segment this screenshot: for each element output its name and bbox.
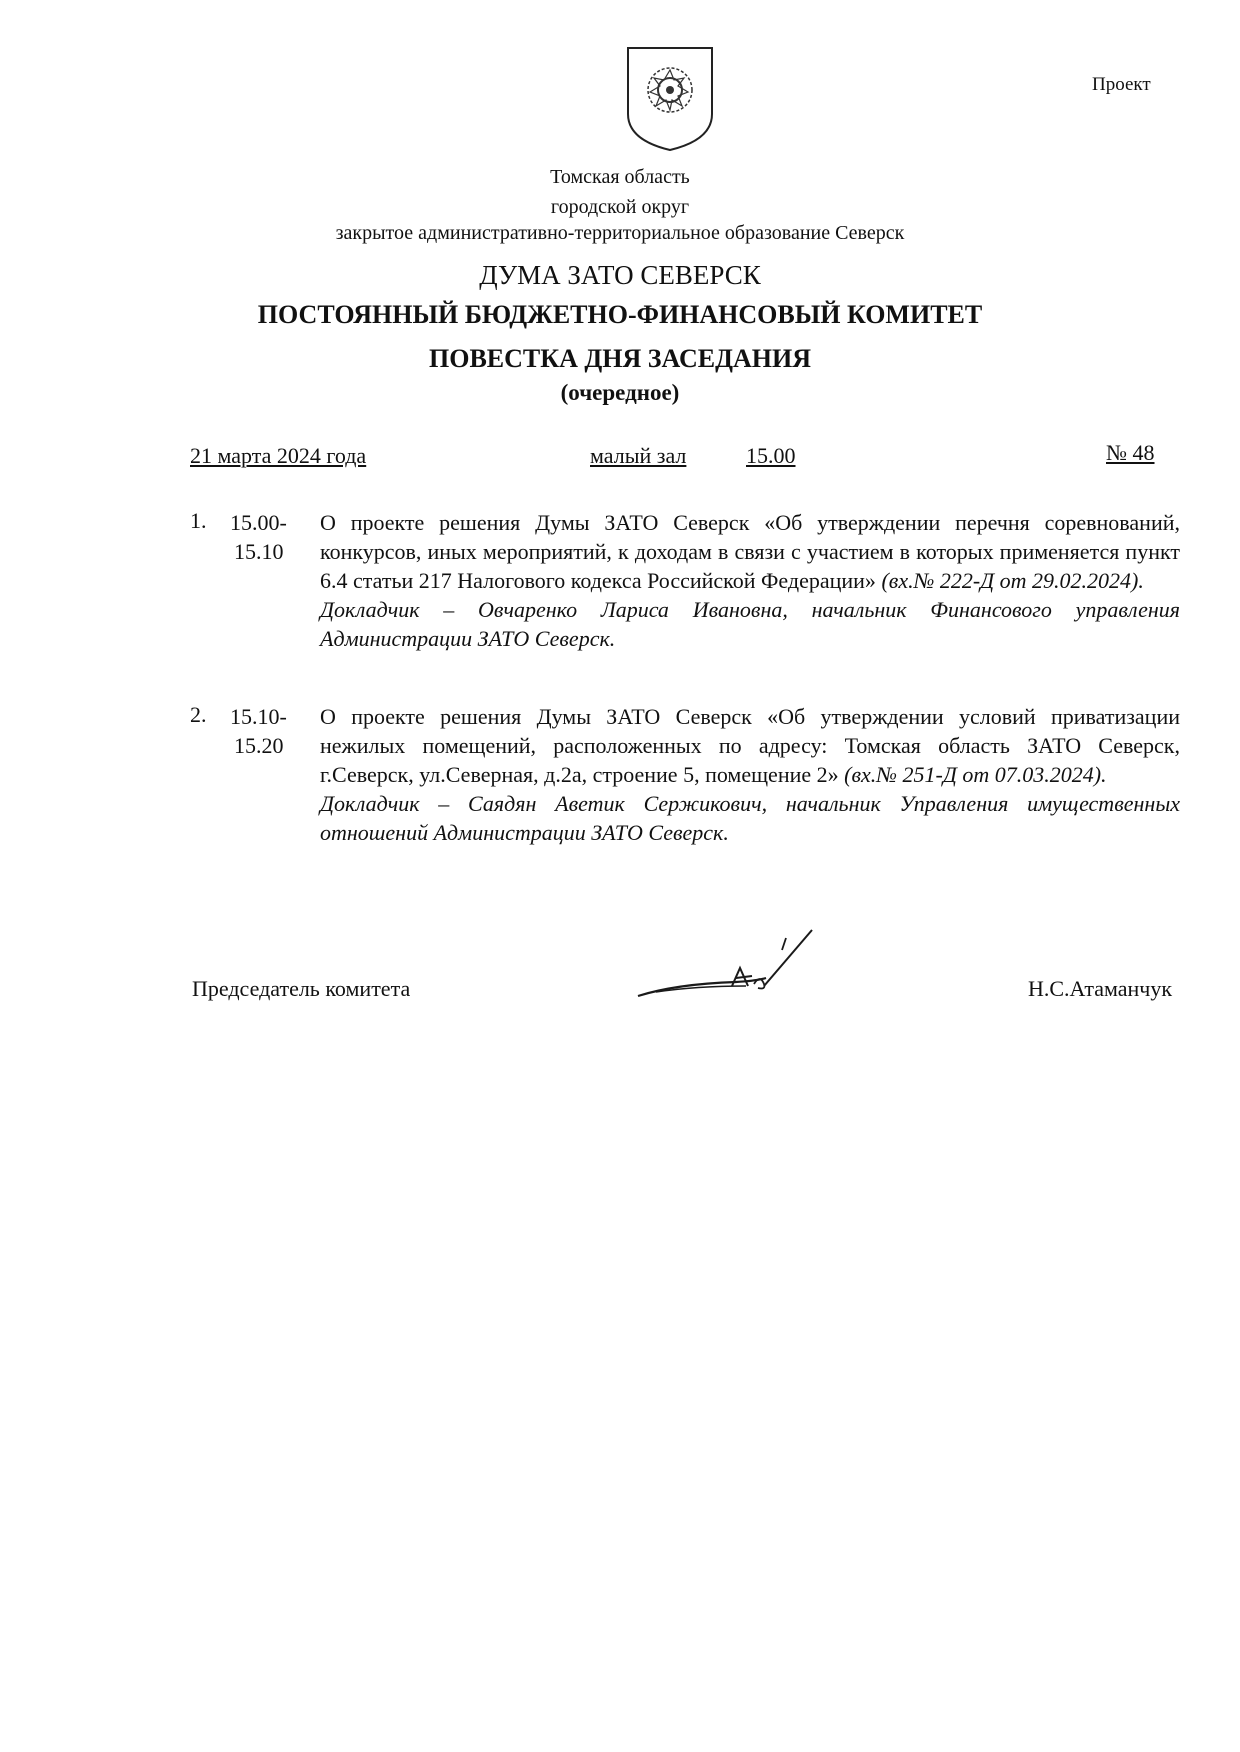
- item-speaker: Докладчик – Саядян Аветик Сержикович, начальник Управления имущественных отношений Администрации ЗАТО Северск.: [320, 791, 1180, 845]
- item-description: О проекте решения Думы ЗАТО Северск «Об утверждении условий приватизации нежилых помещений, расположенных по адресу: Томская область ЗАТО Северск, г.Северск, ул.Северная, д.2а, строение 5, помещение 2»: [320, 704, 1180, 787]
- agenda-item-number: 1.: [190, 508, 207, 533]
- item-reference: (вх.№ 222-Д от 29.02.2024).: [881, 568, 1144, 593]
- agenda-title: ПОВЕСТКА ДНЯ ЗАСЕДАНИЯ: [429, 344, 811, 373]
- item-description: О проекте решения Думы ЗАТО Северск «Об утверждении перечня соревнований, конкурсов, иных мероприятий, к доходам в связи с участием в которых применяется пункт 6.4 статьи 217 Налогового кодекса Российской Федерации»: [320, 510, 1180, 593]
- agenda-item-text: [320, 508, 1180, 653]
- agenda-item-number: 2.: [190, 702, 207, 727]
- session-type: (очередное): [560, 380, 680, 405]
- district-line: городской округ: [550, 196, 690, 218]
- meeting-time: 15.00: [746, 443, 796, 468]
- item-speaker: Докладчик – Овчаренко Лариса Ивановна, начальник Финансового управления Администрации ЗАТО Северск.: [320, 597, 1180, 651]
- time-to: 15.20: [234, 733, 284, 758]
- meeting-place: малый зал: [590, 443, 687, 468]
- duma-title: ДУМА ЗАТО СЕВЕРСК: [479, 260, 761, 290]
- zato-line: закрытое административно-территориальное образование Северск: [335, 222, 905, 244]
- agenda-item-time: [230, 702, 310, 760]
- committee-title: ПОСТОЯННЫЙ БЮДЖЕТНО-ФИНАНСОВЫЙ КОМИТЕТ: [257, 300, 983, 329]
- agenda-item-time: [230, 508, 310, 566]
- region-line: Томская область: [550, 166, 690, 188]
- item-reference: (вх.№ 251-Д от 07.03.2024).: [844, 762, 1107, 787]
- meeting-date: 21 марта 2024 года: [190, 443, 367, 468]
- agenda-item-text: [320, 702, 1180, 847]
- meeting-number: № 48: [1106, 440, 1155, 465]
- coat-of-arms-icon: [622, 44, 718, 154]
- handwritten-signature-icon: [636, 924, 816, 1004]
- time-from: 15.10-: [230, 704, 287, 729]
- draft-label: Проект: [1092, 74, 1151, 95]
- time-to: 15.10: [234, 539, 284, 564]
- time-from: 15.00-: [230, 510, 287, 535]
- signature-name: Н.С.Атаманчук: [1028, 976, 1173, 1001]
- signature-title: Председатель комитета: [192, 976, 411, 1001]
